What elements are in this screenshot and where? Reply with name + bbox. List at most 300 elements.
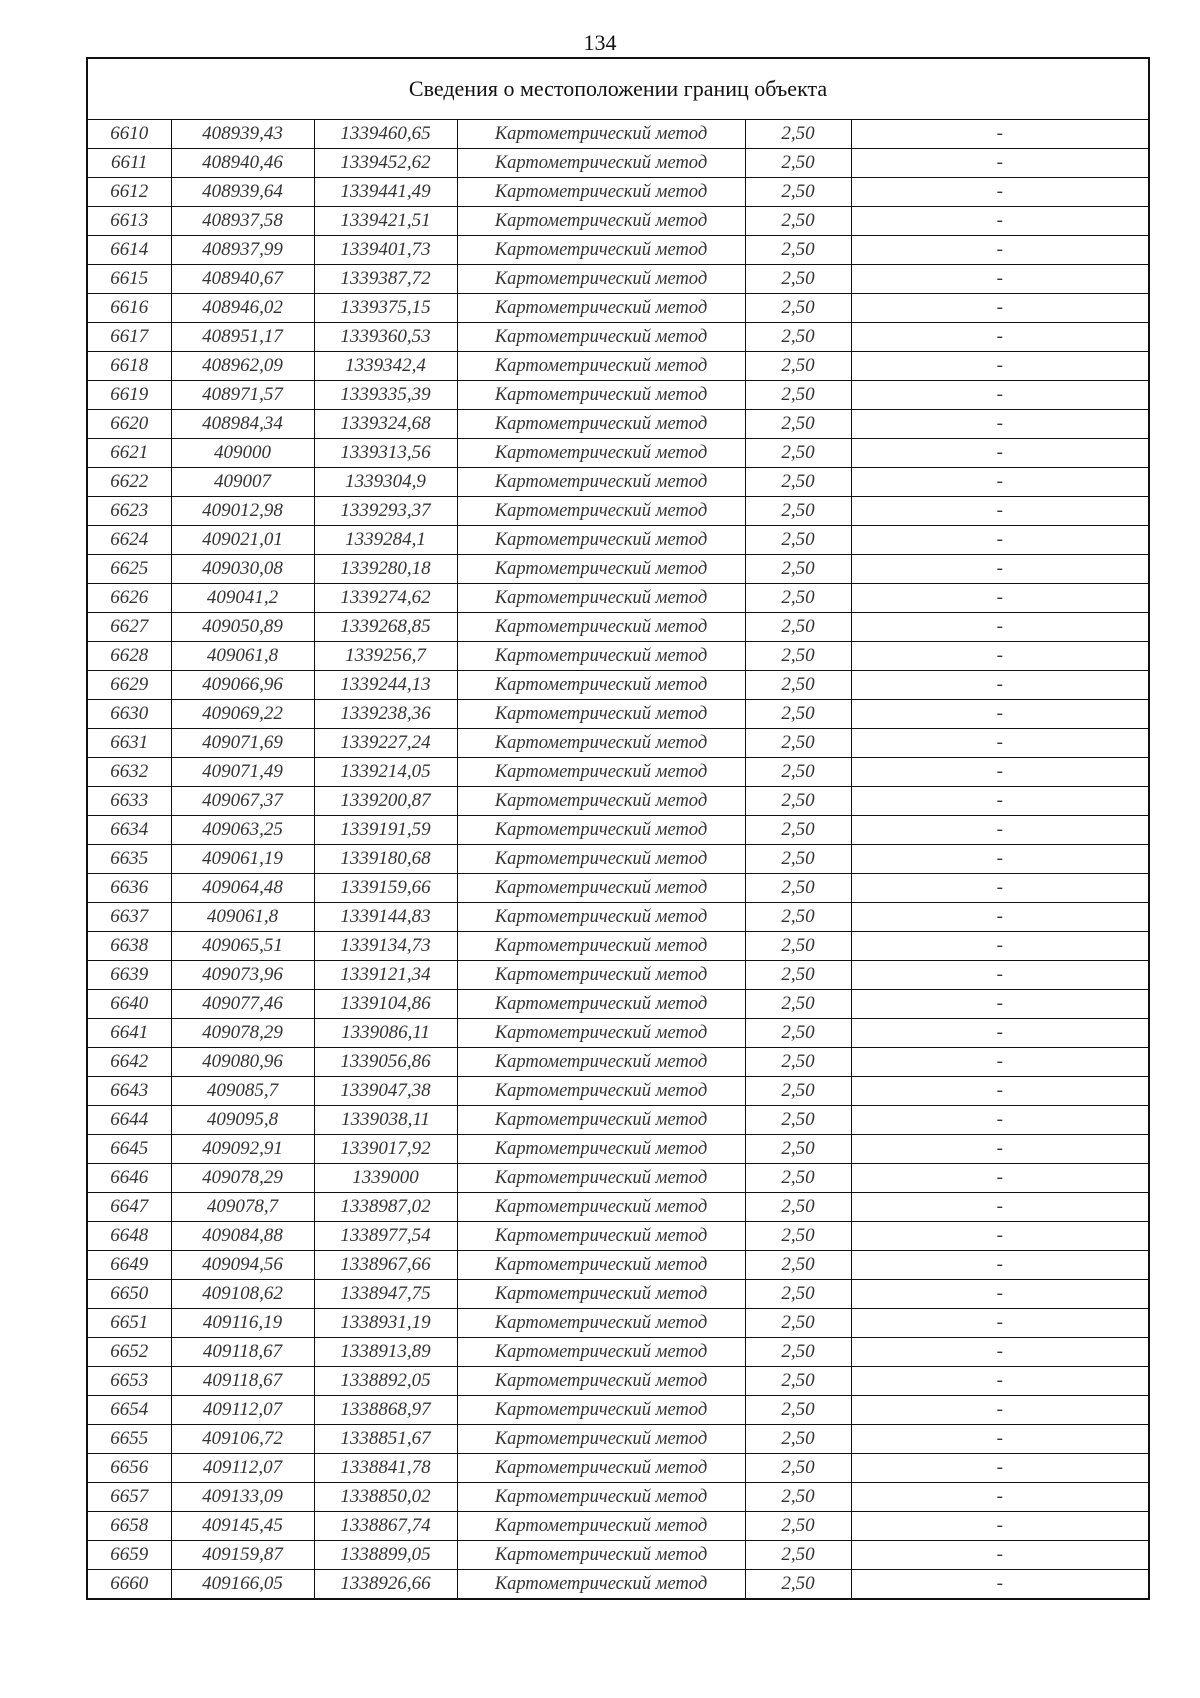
description-cell: - [851, 613, 1149, 642]
y-coordinate-cell: 1339086,11 [314, 1019, 457, 1048]
method-cell: Картометрический метод [457, 729, 745, 758]
description-cell: - [851, 1077, 1149, 1106]
y-coordinate-cell: 1339159,66 [314, 874, 457, 903]
y-coordinate-cell: 1339387,72 [314, 265, 457, 294]
description-cell: - [851, 526, 1149, 555]
y-coordinate-cell: 1339284,1 [314, 526, 457, 555]
y-coordinate-cell: 1339017,92 [314, 1135, 457, 1164]
point-number-cell: 6643 [87, 1077, 171, 1106]
method-cell: Картометрический метод [457, 1367, 745, 1396]
description-cell: - [851, 1512, 1149, 1541]
accuracy-cell: 2,50 [745, 700, 851, 729]
method-cell: Картометрический метод [457, 1541, 745, 1570]
x-coordinate-cell: 408940,46 [171, 149, 314, 178]
table-row [87, 236, 1149, 265]
x-coordinate-cell: 409064,48 [171, 874, 314, 903]
method-cell: Картометрический метод [457, 410, 745, 439]
point-number-cell: 6633 [87, 787, 171, 816]
point-number-cell: 6653 [87, 1367, 171, 1396]
table-row [87, 1048, 1149, 1077]
y-coordinate-cell: 1338987,02 [314, 1193, 457, 1222]
point-number-cell: 6620 [87, 410, 171, 439]
method-cell: Картометрический метод [457, 1396, 745, 1425]
y-coordinate-cell: 1339134,73 [314, 932, 457, 961]
point-number-cell: 6647 [87, 1193, 171, 1222]
accuracy-cell: 2,50 [745, 178, 851, 207]
method-cell: Картометрический метод [457, 1280, 745, 1309]
method-cell: Картометрический метод [457, 1309, 745, 1338]
x-coordinate-cell: 408939,43 [171, 120, 314, 149]
table-body [87, 120, 1149, 1600]
y-coordinate-cell: 1339441,49 [314, 178, 457, 207]
description-cell: - [851, 1454, 1149, 1483]
accuracy-cell: 2,50 [745, 1135, 851, 1164]
x-coordinate-cell: 409061,19 [171, 845, 314, 874]
description-cell: - [851, 642, 1149, 671]
method-cell: Картометрический метод [457, 1251, 745, 1280]
x-coordinate-cell: 409159,87 [171, 1541, 314, 1570]
accuracy-cell: 2,50 [745, 1164, 851, 1193]
x-coordinate-cell: 409118,67 [171, 1367, 314, 1396]
y-coordinate-cell: 1338851,67 [314, 1425, 457, 1454]
description-cell: - [851, 1483, 1149, 1512]
table-row [87, 1570, 1149, 1600]
x-coordinate-cell: 409078,29 [171, 1019, 314, 1048]
y-coordinate-cell: 1339375,15 [314, 294, 457, 323]
table-row [87, 903, 1149, 932]
description-cell: - [851, 1019, 1149, 1048]
table-row [87, 497, 1149, 526]
y-coordinate-cell: 1338947,75 [314, 1280, 457, 1309]
y-coordinate-cell: 1338977,54 [314, 1222, 457, 1251]
point-number-cell: 6658 [87, 1512, 171, 1541]
method-cell: Картометрический метод [457, 787, 745, 816]
point-number-cell: 6631 [87, 729, 171, 758]
point-number-cell: 6635 [87, 845, 171, 874]
point-number-cell: 6655 [87, 1425, 171, 1454]
y-coordinate-cell: 1339227,24 [314, 729, 457, 758]
description-cell: - [851, 874, 1149, 903]
accuracy-cell: 2,50 [745, 1483, 851, 1512]
point-number-cell: 6614 [87, 236, 171, 265]
accuracy-cell: 2,50 [745, 439, 851, 468]
method-cell: Картометрический метод [457, 758, 745, 787]
description-cell: - [851, 816, 1149, 845]
table-row [87, 700, 1149, 729]
point-number-cell: 6625 [87, 555, 171, 584]
method-cell: Картометрический метод [457, 294, 745, 323]
x-coordinate-cell: 409108,62 [171, 1280, 314, 1309]
y-coordinate-cell: 1338867,74 [314, 1512, 457, 1541]
accuracy-cell: 2,50 [745, 207, 851, 236]
x-coordinate-cell: 408946,02 [171, 294, 314, 323]
point-number-cell: 6632 [87, 758, 171, 787]
accuracy-cell: 2,50 [745, 294, 851, 323]
accuracy-cell: 2,50 [745, 1251, 851, 1280]
method-cell: Картометрический метод [457, 1454, 745, 1483]
method-cell: Картометрический метод [457, 1193, 745, 1222]
accuracy-cell: 2,50 [745, 381, 851, 410]
point-number-cell: 6638 [87, 932, 171, 961]
y-coordinate-cell: 1338931,19 [314, 1309, 457, 1338]
table-row [87, 1541, 1149, 1570]
y-coordinate-cell: 1338967,66 [314, 1251, 457, 1280]
description-cell: - [851, 729, 1149, 758]
x-coordinate-cell: 409065,51 [171, 932, 314, 961]
description-cell: - [851, 961, 1149, 990]
point-number-cell: 6659 [87, 1541, 171, 1570]
accuracy-cell: 2,50 [745, 1454, 851, 1483]
method-cell: Картометрический метод [457, 207, 745, 236]
x-coordinate-cell: 409145,45 [171, 1512, 314, 1541]
description-cell: - [851, 207, 1149, 236]
description-cell: - [851, 758, 1149, 787]
x-coordinate-cell: 409067,37 [171, 787, 314, 816]
method-cell: Картометрический метод [457, 932, 745, 961]
table-row [87, 874, 1149, 903]
description-cell: - [851, 555, 1149, 584]
method-cell: Картометрический метод [457, 816, 745, 845]
description-cell: - [851, 671, 1149, 700]
description-cell: - [851, 584, 1149, 613]
accuracy-cell: 2,50 [745, 990, 851, 1019]
table-row [87, 961, 1149, 990]
accuracy-cell: 2,50 [745, 1048, 851, 1077]
table-row [87, 990, 1149, 1019]
y-coordinate-cell: 1339244,13 [314, 671, 457, 700]
table-row [87, 526, 1149, 555]
y-coordinate-cell: 1339180,68 [314, 845, 457, 874]
description-cell: - [851, 265, 1149, 294]
point-number-cell: 6611 [87, 149, 171, 178]
x-coordinate-cell: 409071,49 [171, 758, 314, 787]
method-cell: Картометрический метод [457, 584, 745, 613]
point-number-cell: 6634 [87, 816, 171, 845]
point-number-cell: 6636 [87, 874, 171, 903]
point-number-cell: 6652 [87, 1338, 171, 1367]
method-cell: Картометрический метод [457, 120, 745, 149]
point-number-cell: 6626 [87, 584, 171, 613]
point-number-cell: 6646 [87, 1164, 171, 1193]
accuracy-cell: 2,50 [745, 961, 851, 990]
table-row [87, 1338, 1149, 1367]
point-number-cell: 6618 [87, 352, 171, 381]
description-cell: - [851, 149, 1149, 178]
description-cell: - [851, 236, 1149, 265]
x-coordinate-cell: 409112,07 [171, 1396, 314, 1425]
description-cell: - [851, 497, 1149, 526]
x-coordinate-cell: 409166,05 [171, 1570, 314, 1600]
x-coordinate-cell: 409061,8 [171, 642, 314, 671]
y-coordinate-cell: 1339304,9 [314, 468, 457, 497]
x-coordinate-cell: 409066,96 [171, 671, 314, 700]
table-row [87, 787, 1149, 816]
method-cell: Картометрический метод [457, 497, 745, 526]
table-row [87, 1367, 1149, 1396]
x-coordinate-cell: 409021,01 [171, 526, 314, 555]
y-coordinate-cell: 1339360,53 [314, 323, 457, 352]
x-coordinate-cell: 409116,19 [171, 1309, 314, 1338]
accuracy-cell: 2,50 [745, 410, 851, 439]
x-coordinate-cell: 409077,46 [171, 990, 314, 1019]
y-coordinate-cell: 1339342,4 [314, 352, 457, 381]
point-number-cell: 6649 [87, 1251, 171, 1280]
y-coordinate-cell: 1339038,11 [314, 1106, 457, 1135]
accuracy-cell: 2,50 [745, 671, 851, 700]
y-coordinate-cell: 1339460,65 [314, 120, 457, 149]
accuracy-cell: 2,50 [745, 352, 851, 381]
description-cell: - [851, 700, 1149, 729]
table-title: Сведения о местоположении границ объекта [87, 58, 1149, 120]
x-coordinate-cell: 409012,98 [171, 497, 314, 526]
description-cell: - [851, 1425, 1149, 1454]
accuracy-cell: 2,50 [745, 468, 851, 497]
x-coordinate-cell: 409080,96 [171, 1048, 314, 1077]
x-coordinate-cell: 409050,89 [171, 613, 314, 642]
accuracy-cell: 2,50 [745, 120, 851, 149]
y-coordinate-cell: 1339280,18 [314, 555, 457, 584]
accuracy-cell: 2,50 [745, 1280, 851, 1309]
table-row [87, 816, 1149, 845]
method-cell: Картометрический метод [457, 178, 745, 207]
description-cell: - [851, 1251, 1149, 1280]
table-row [87, 1454, 1149, 1483]
table-row [87, 613, 1149, 642]
table-row [87, 323, 1149, 352]
method-cell: Картометрический метод [457, 468, 745, 497]
description-cell: - [851, 410, 1149, 439]
point-number-cell: 6654 [87, 1396, 171, 1425]
table-row [87, 932, 1149, 961]
method-cell: Картометрический метод [457, 1135, 745, 1164]
description-cell: - [851, 468, 1149, 497]
accuracy-cell: 2,50 [745, 1396, 851, 1425]
table-row [87, 120, 1149, 149]
point-number-cell: 6656 [87, 1454, 171, 1483]
accuracy-cell: 2,50 [745, 642, 851, 671]
accuracy-cell: 2,50 [745, 265, 851, 294]
x-coordinate-cell: 409041,2 [171, 584, 314, 613]
table-row [87, 178, 1149, 207]
method-cell: Картометрический метод [457, 1483, 745, 1512]
description-cell: - [851, 1193, 1149, 1222]
y-coordinate-cell: 1339256,7 [314, 642, 457, 671]
method-cell: Картометрический метод [457, 439, 745, 468]
x-coordinate-cell: 409106,72 [171, 1425, 314, 1454]
description-cell: - [851, 439, 1149, 468]
y-coordinate-cell: 1338850,02 [314, 1483, 457, 1512]
y-coordinate-cell: 1339401,73 [314, 236, 457, 265]
accuracy-cell: 2,50 [745, 1367, 851, 1396]
table-title-row [87, 58, 1149, 120]
table-row [87, 1483, 1149, 1512]
y-coordinate-cell: 1339313,56 [314, 439, 457, 468]
accuracy-cell: 2,50 [745, 874, 851, 903]
table-row [87, 1222, 1149, 1251]
point-number-cell: 6640 [87, 990, 171, 1019]
description-cell: - [851, 1309, 1149, 1338]
description-cell: - [851, 845, 1149, 874]
method-cell: Картометрический метод [457, 323, 745, 352]
accuracy-cell: 2,50 [745, 526, 851, 555]
table-row [87, 642, 1149, 671]
accuracy-cell: 2,50 [745, 1570, 851, 1600]
method-cell: Картометрический метод [457, 1164, 745, 1193]
table-row [87, 207, 1149, 236]
method-cell: Картометрический метод [457, 1077, 745, 1106]
x-coordinate-cell: 408940,67 [171, 265, 314, 294]
description-cell: - [851, 381, 1149, 410]
accuracy-cell: 2,50 [745, 1106, 851, 1135]
boundary-coordinates-table [86, 57, 1150, 1600]
table-row [87, 265, 1149, 294]
point-number-cell: 6641 [87, 1019, 171, 1048]
y-coordinate-cell: 1339144,83 [314, 903, 457, 932]
method-cell: Картометрический метод [457, 1019, 745, 1048]
method-cell: Картометрический метод [457, 671, 745, 700]
method-cell: Картометрический метод [457, 642, 745, 671]
table-row [87, 1512, 1149, 1541]
point-number-cell: 6650 [87, 1280, 171, 1309]
method-cell: Картометрический метод [457, 1106, 745, 1135]
description-cell: - [851, 1570, 1149, 1600]
accuracy-cell: 2,50 [745, 816, 851, 845]
table-row [87, 410, 1149, 439]
table-row [87, 584, 1149, 613]
method-cell: Картометрический метод [457, 352, 745, 381]
y-coordinate-cell: 1338926,66 [314, 1570, 457, 1600]
x-coordinate-cell: 409030,08 [171, 555, 314, 584]
method-cell: Картометрический метод [457, 700, 745, 729]
y-coordinate-cell: 1339200,87 [314, 787, 457, 816]
y-coordinate-cell: 1339214,05 [314, 758, 457, 787]
method-cell: Картометрический метод [457, 236, 745, 265]
table-row [87, 758, 1149, 787]
table-row [87, 1396, 1149, 1425]
method-cell: Картометрический метод [457, 1570, 745, 1600]
description-cell: - [851, 1164, 1149, 1193]
accuracy-cell: 2,50 [745, 903, 851, 932]
point-number-cell: 6622 [87, 468, 171, 497]
accuracy-cell: 2,50 [745, 236, 851, 265]
table-row [87, 1251, 1149, 1280]
point-number-cell: 6630 [87, 700, 171, 729]
point-number-cell: 6610 [87, 120, 171, 149]
y-coordinate-cell: 1338841,78 [314, 1454, 457, 1483]
accuracy-cell: 2,50 [745, 932, 851, 961]
point-number-cell: 6624 [87, 526, 171, 555]
method-cell: Картометрический метод [457, 1048, 745, 1077]
x-coordinate-cell: 409095,8 [171, 1106, 314, 1135]
x-coordinate-cell: 409069,22 [171, 700, 314, 729]
point-number-cell: 6617 [87, 323, 171, 352]
description-cell: - [851, 294, 1149, 323]
method-cell: Картометрический метод [457, 381, 745, 410]
y-coordinate-cell: 1339452,62 [314, 149, 457, 178]
description-cell: - [851, 1280, 1149, 1309]
point-number-cell: 6628 [87, 642, 171, 671]
point-number-cell: 6612 [87, 178, 171, 207]
accuracy-cell: 2,50 [745, 787, 851, 816]
accuracy-cell: 2,50 [745, 555, 851, 584]
accuracy-cell: 2,50 [745, 613, 851, 642]
method-cell: Картометрический метод [457, 874, 745, 903]
y-coordinate-cell: 1338892,05 [314, 1367, 457, 1396]
accuracy-cell: 2,50 [745, 497, 851, 526]
description-cell: - [851, 1222, 1149, 1251]
accuracy-cell: 2,50 [745, 1193, 851, 1222]
x-coordinate-cell: 408937,58 [171, 207, 314, 236]
table-row [87, 352, 1149, 381]
accuracy-cell: 2,50 [745, 758, 851, 787]
table-row [87, 729, 1149, 758]
point-number-cell: 6613 [87, 207, 171, 236]
accuracy-cell: 2,50 [745, 1338, 851, 1367]
table-row [87, 1135, 1149, 1164]
point-number-cell: 6623 [87, 497, 171, 526]
y-coordinate-cell: 1339324,68 [314, 410, 457, 439]
x-coordinate-cell: 408939,64 [171, 178, 314, 207]
y-coordinate-cell: 1339191,59 [314, 816, 457, 845]
point-number-cell: 6645 [87, 1135, 171, 1164]
accuracy-cell: 2,50 [745, 323, 851, 352]
y-coordinate-cell: 1338868,97 [314, 1396, 457, 1425]
x-coordinate-cell: 408984,34 [171, 410, 314, 439]
point-number-cell: 6648 [87, 1222, 171, 1251]
x-coordinate-cell: 409063,25 [171, 816, 314, 845]
description-cell: - [851, 1135, 1149, 1164]
table-row [87, 1309, 1149, 1338]
accuracy-cell: 2,50 [745, 1425, 851, 1454]
description-cell: - [851, 178, 1149, 207]
accuracy-cell: 2,50 [745, 1077, 851, 1106]
point-number-cell: 6657 [87, 1483, 171, 1512]
point-number-cell: 6644 [87, 1106, 171, 1135]
point-number-cell: 6642 [87, 1048, 171, 1077]
method-cell: Картометрический метод [457, 1338, 745, 1367]
y-coordinate-cell: 1339000 [314, 1164, 457, 1193]
method-cell: Картометрический метод [457, 613, 745, 642]
y-coordinate-cell: 1339274,62 [314, 584, 457, 613]
description-cell: - [851, 903, 1149, 932]
point-number-cell: 6629 [87, 671, 171, 700]
table-row [87, 1164, 1149, 1193]
description-cell: - [851, 120, 1149, 149]
description-cell: - [851, 1541, 1149, 1570]
description-cell: - [851, 352, 1149, 381]
point-number-cell: 6615 [87, 265, 171, 294]
description-cell: - [851, 1396, 1149, 1425]
y-coordinate-cell: 1339421,51 [314, 207, 457, 236]
y-coordinate-cell: 1339238,36 [314, 700, 457, 729]
accuracy-cell: 2,50 [745, 1309, 851, 1338]
table-row [87, 149, 1149, 178]
description-cell: - [851, 1048, 1149, 1077]
x-coordinate-cell: 408962,09 [171, 352, 314, 381]
point-number-cell: 6627 [87, 613, 171, 642]
y-coordinate-cell: 1339047,38 [314, 1077, 457, 1106]
table-row [87, 555, 1149, 584]
description-cell: - [851, 323, 1149, 352]
table-row [87, 845, 1149, 874]
x-coordinate-cell: 409078,7 [171, 1193, 314, 1222]
x-coordinate-cell: 409084,88 [171, 1222, 314, 1251]
x-coordinate-cell: 409112,07 [171, 1454, 314, 1483]
point-number-cell: 6616 [87, 294, 171, 323]
method-cell: Картометрический метод [457, 1425, 745, 1454]
table-row [87, 671, 1149, 700]
method-cell: Картометрический метод [457, 265, 745, 294]
